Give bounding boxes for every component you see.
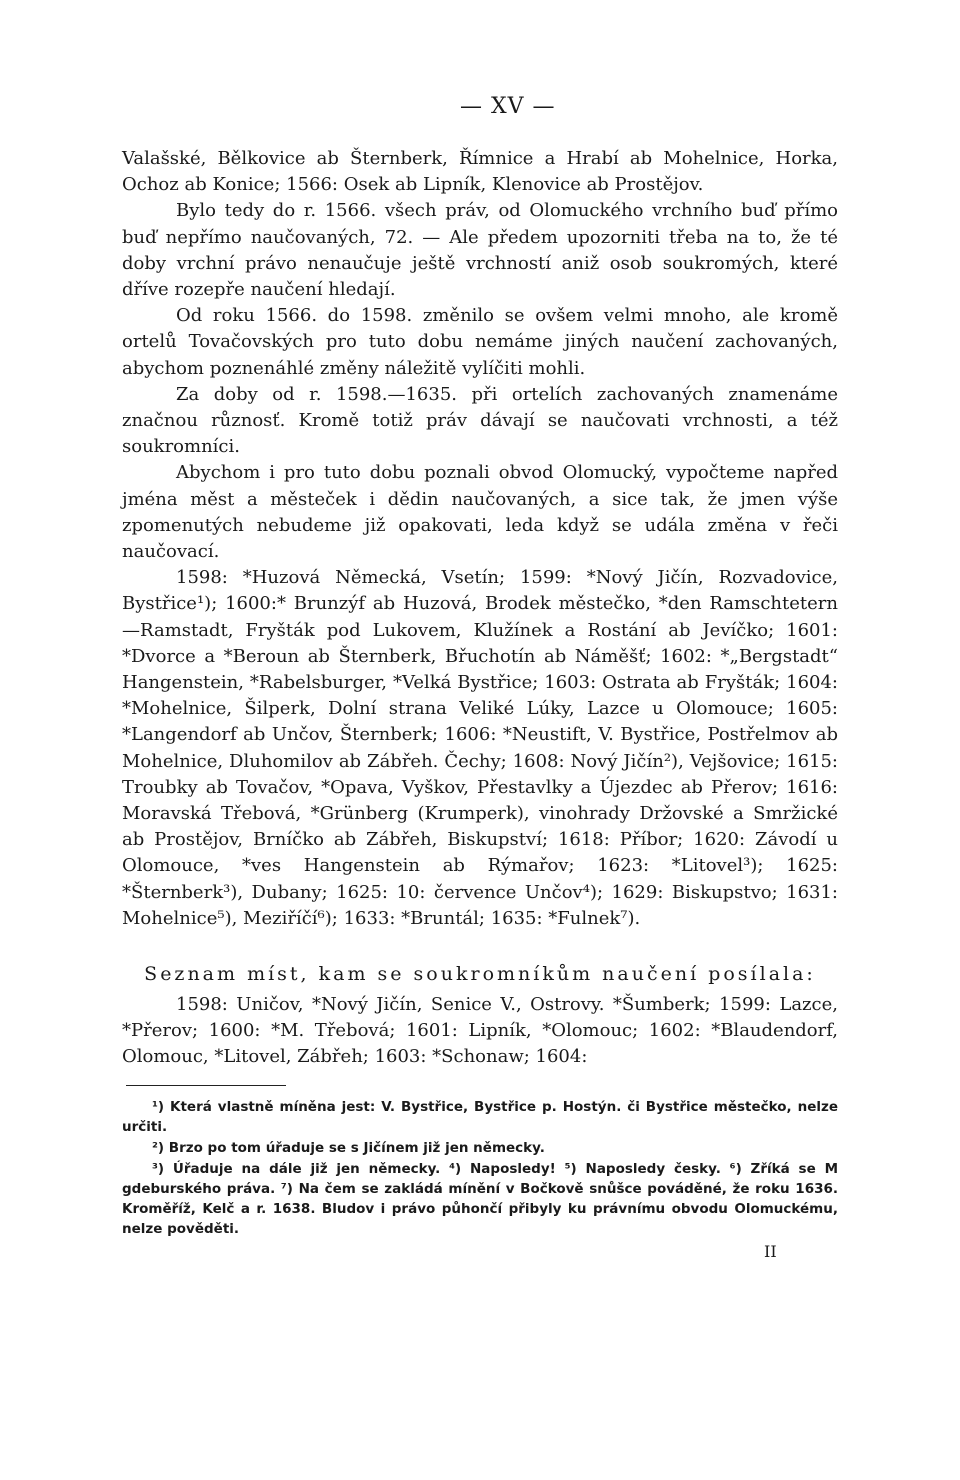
paragraph-1: Valašské, Bělkovice ab Šternberk, Římnice a Hrabí ab Mohelnice, Horka, Ochoz ab Konice; 1566: Osek ab Lipník, Klenovice ab Prostějov.	[122, 148, 838, 196]
paragraph-4: Za doby od r. 1598.—1635. při ortelích zachovaných znamenáme značnou různosť. Kromě totiž práv dávají se naučovati vrchnosti, a též soukromníci.	[122, 383, 838, 458]
paragraph-6: 1598: *Huzová Německá, Vsetín; 1599: *Nový Jičín, Rozvadovice, Bystřice¹); 1600:* Brunzýf ab Huzová, Brodek městečko, *den Ramschtetern—Ramstadt, Fryšták pod Lukovem, Klužínek a Rostání ab Jevíčko; 1601: *Dvorce a *Beroun ab Šternberk, Břuchotín ab Náměšť; 1602: *„Bergstadt“ Hangenstein, *Rabelsburger, *Velká Bystřice; 1603: Ostrata ab Fryšták; 1604: *Mohelnice, Šilperk, Dolní strana Veliké Lúky, Lazce u Olomouce; 1605: *Langendorf ab Unčov, Šternberk; 1606: *Neustift, V. Bystřice, Postřelmov ab Mohelnice, Dluhomilov ab Zábřeh. Čechy; 1608: Nový Jičín²), Vejšovice; 1615: Troubky ab Tovačov, *Opava, Vyškov, Přestavlky a Újezdec ab Přerov; 1616: Moravská Třebová, *Grünberg (Krumperk), vinohrady Držovské a Smržické ab Prostějov, Brníčko ab Zábřeh, Biskupství; 1618: Příbor; 1620: Závodí u Olomouce, *ves Hangenstein ab Rýmařov; 1623: *Litovel³); 1625: *Šternberk³), Dubany; 1625: 10: července Unčov⁴); 1629: Biskupstvo; 1631: Mohelnice⁵), Meziříčí⁶); 1633: *Bruntál; 1635: *Fulnek⁷).	[122, 567, 838, 929]
page-number: — XV —	[460, 94, 556, 119]
footnote-3: ³) Úřaduje na dále již jen německy. ⁴) Naposledy! ⁵) Naposledy česky. ⁶) Zříká se M gdeburského práva. ⁷) Na čem se zakládá mínění v Bočkově snůšce pováděné, že roku 1636. Kroměříž, Kelč a r. 1638. Bludov i právo půhončí přibyly ku právnímu obvodu Olomuckému, nelze pověděti.	[122, 1161, 838, 1237]
paragraph-2: Bylo tedy do r. 1566. všech práv, od Olomuckého vrchního buď přímo buď nepřímo naučovaných, 72. — Ale předem upozorniti třeba na to, že té doby vrchní právo nenaučuje ještě vrchností aniž osob soukromých, které dříve rozepře naučení hledají.	[122, 200, 838, 301]
footnotes	[122, 1097, 838, 1240]
paragraph-7: 1598: Uničov, *Nový Jičín, Senice V., Ostrovy. *Šumberk; 1599: Lazce, *Přerov; 1600: *M. Třebová; 1601: Lipník, *Olomouc; 1602: *Blaudendorf, Olomouc, *Litovel, Zábřeh; 1603: *Schonaw; 1604:	[122, 994, 838, 1068]
footnote-2: ²) Brzo po tom úřaduje se s Jičínem již jen německy.	[152, 1140, 545, 1156]
signature-mark: II	[764, 1242, 777, 1261]
footnote-1: ¹) Která vlastně míněna jest: V. Bystřice, Bystřice p. Hostýn. či Bystřice městečko, nelze určiti.	[122, 1099, 838, 1135]
paragraph-3: Od roku 1566. do 1598. změnilo se ovšem velmi mnoho, ale kromě ortelů Tovačovských pro tuto dobu nemáme jiných naučení zachovaných, abychom poznenáhlé změny náležitě vylíčiti mohli.	[122, 305, 838, 379]
paragraph-5: Abychom i pro tuto dobu poznali obvod Olomucký, vypočteme napřed jména měst a městeček i dědin naučovaných, a sice tak, že jmen výše zpomenutých nebudeme již opakovati, leda když se udála změna v řeči naučovací.	[122, 462, 838, 563]
body-text	[122, 146, 838, 932]
section-heading: Seznam míst, kam se soukromníkům naučení posílala:	[144, 963, 816, 985]
footnote-divider	[126, 1085, 286, 1086]
